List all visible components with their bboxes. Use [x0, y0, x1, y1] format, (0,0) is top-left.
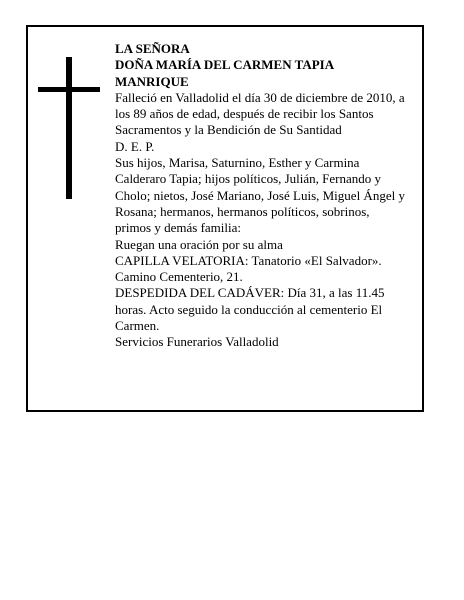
- chapel-address-line: Camino Cementerio, 21.: [115, 269, 243, 285]
- obituary-notice: [26, 25, 424, 412]
- body-line: Cholo; nietos, José Mariano, José Luis, Miguel Ángel y: [115, 187, 405, 203]
- heading-name: DOÑA MARÍA DEL CARMEN TAPIA: [115, 57, 335, 73]
- heading-surname: MANRIQUE: [115, 73, 189, 89]
- chapel-line: CAPILLA VELATORIA: Tanatorio «El Salvador».: [115, 252, 382, 268]
- notice-text: [115, 41, 423, 351]
- funeral-services-line: Servicios Funerarios Valladolid: [115, 334, 279, 350]
- farewell-line: horas. Acto seguido la conducción al cementerio El: [115, 301, 383, 317]
- body-line: Falleció en Valladolid el día 30 de diciembre de 2010, a: [115, 89, 405, 105]
- body-line: primos y demás familia:: [115, 220, 242, 236]
- rip-line: D. E. P.: [115, 138, 155, 154]
- cross-horizontal-bar: [38, 87, 100, 92]
- body-line: los 89 años de edad, después de recibir los Santos: [115, 106, 374, 122]
- farewell-line: Carmen.: [115, 318, 160, 334]
- farewell-line: DESPEDIDA DEL CADÁVER: Día 31, a las 11.45: [115, 285, 385, 301]
- body-line: Calderaro Tapia; hijos políticos, Julián, Fernando y: [115, 171, 382, 187]
- cross-vertical-bar: [66, 57, 72, 199]
- cross-icon: [38, 57, 100, 199]
- heading-title: LA SEÑORA: [115, 41, 190, 56]
- body-line: Sus hijos, Marisa, Saturnino, Esther y Carmina: [115, 155, 360, 171]
- prayer-line: Ruegan una oración por su alma: [115, 236, 283, 252]
- body-line: Rosana; hermanos, hermanos políticos, sobrinos,: [115, 203, 370, 219]
- body-line: Sacramentos y la Bendición de Su Santidad: [115, 122, 342, 138]
